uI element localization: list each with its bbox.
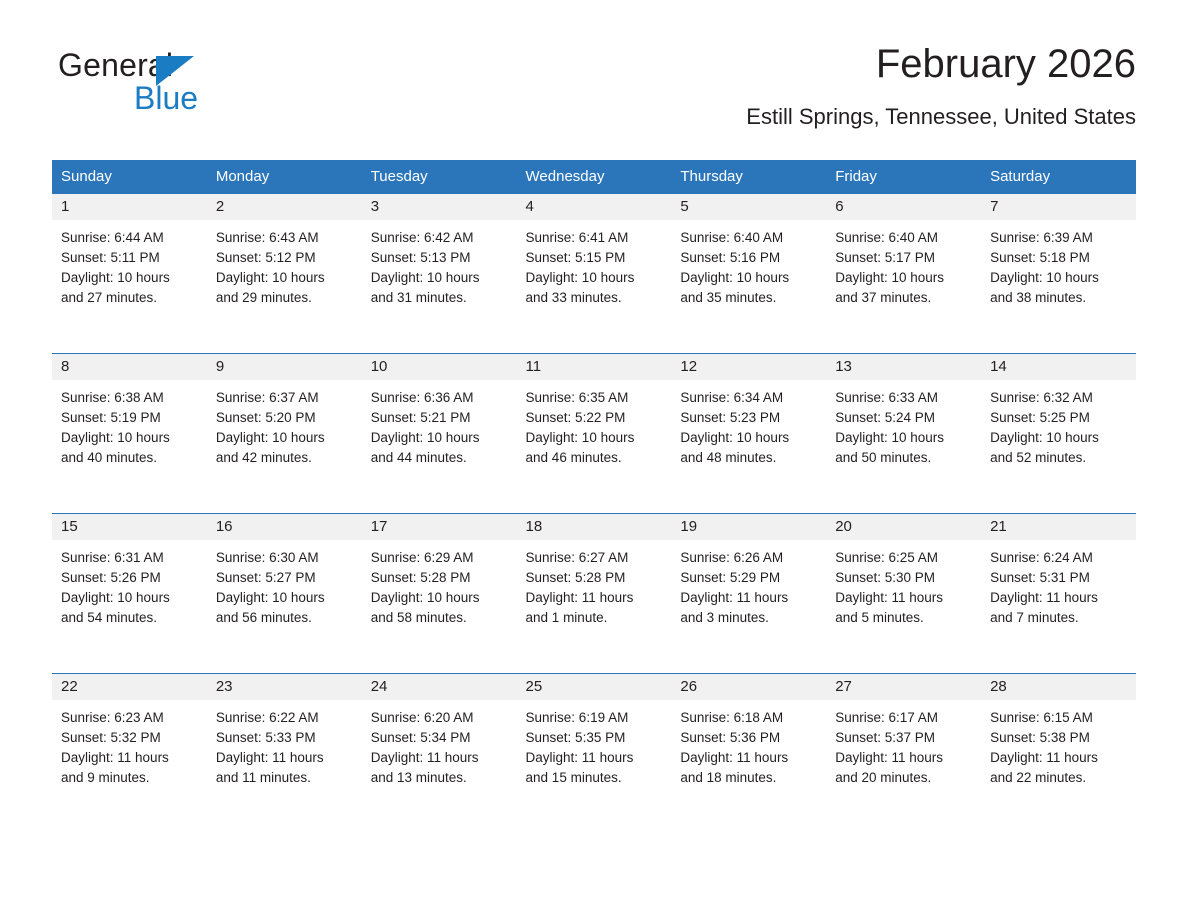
weekday-header-wednesday: Wednesday: [517, 160, 672, 193]
daylight-text-line1: Daylight: 10 hours: [990, 270, 1099, 285]
day-cell[interactable]: [826, 193, 981, 353]
day-number: 4: [517, 194, 672, 220]
sunset-text: Sunset: 5:24 PM: [835, 410, 936, 425]
daylight-text-line1: Daylight: 11 hours: [835, 750, 944, 765]
sunset-text: Sunset: 5:17 PM: [835, 250, 936, 265]
day-details: [981, 380, 1136, 468]
sunrise-text: Sunrise: 6:15 AM: [990, 710, 1093, 725]
day-number: 14: [981, 354, 1136, 380]
day-details: [826, 220, 981, 308]
day-cell[interactable]: [52, 193, 207, 353]
day-details: [362, 220, 517, 308]
day-cell[interactable]: [981, 193, 1136, 353]
day-number: 3: [362, 194, 517, 220]
week-row: [52, 353, 1136, 513]
day-number: 16: [207, 514, 362, 540]
day-number: 17: [362, 514, 517, 540]
day-details: [517, 220, 672, 308]
day-number: 2: [207, 194, 362, 220]
day-details: [671, 540, 826, 628]
sunset-text: Sunset: 5:19 PM: [61, 410, 161, 425]
day-cell[interactable]: [981, 513, 1136, 673]
day-number: 18: [517, 514, 672, 540]
sunset-text: Sunset: 5:13 PM: [370, 250, 471, 265]
daylight-text-line1: Daylight: 11 hours: [61, 750, 169, 765]
day-number: 19: [671, 514, 826, 540]
day-number: 23: [207, 674, 362, 700]
daylight-text-line1: Daylight: 10 hours: [370, 430, 480, 445]
day-cell[interactable]: [362, 353, 517, 513]
daylight-text-line1: Daylight: 11 hours: [680, 750, 789, 765]
daylight-text-line2: and 56 minutes.: [215, 610, 312, 625]
day-details: [981, 540, 1136, 628]
day-cell[interactable]: [981, 353, 1136, 513]
day-details: [517, 540, 672, 628]
sunrise-text: Sunrise: 6:26 AM: [680, 550, 784, 565]
daylight-text-line2: and 52 minutes.: [990, 450, 1087, 465]
sunset-text: Sunset: 5:20 PM: [215, 410, 316, 425]
logo-text-general: General: [58, 47, 174, 83]
daylight-text-line2: and 46 minutes.: [525, 450, 622, 465]
sunrise-text: Sunrise: 6:36 AM: [370, 390, 474, 405]
weekday-header-sunday: Sunday: [52, 160, 207, 193]
sunset-text: Sunset: 5:16 PM: [680, 250, 781, 265]
sunset-text: Sunset: 5:11 PM: [61, 250, 160, 265]
day-cell[interactable]: [517, 673, 672, 833]
sunset-text: Sunset: 5:27 PM: [215, 570, 316, 585]
daylight-text-line1: Daylight: 10 hours: [525, 270, 635, 285]
day-cell[interactable]: [207, 513, 362, 673]
sunrise-text: Sunrise: 6:17 AM: [835, 710, 939, 725]
daylight-text-line1: Daylight: 10 hours: [61, 590, 170, 605]
sunset-text: Sunset: 5:31 PM: [990, 570, 1090, 585]
day-details: [52, 700, 207, 788]
day-cell[interactable]: [52, 673, 207, 833]
sunset-text: Sunset: 5:12 PM: [215, 250, 316, 265]
day-cell[interactable]: [826, 353, 981, 513]
daylight-text-line2: and 7 minutes.: [990, 610, 1079, 625]
daylight-text-line1: Daylight: 10 hours: [835, 430, 945, 445]
day-number: 8: [52, 354, 207, 380]
sunrise-text: Sunrise: 6:39 AM: [990, 230, 1093, 245]
sunrise-text: Sunrise: 6:33 AM: [835, 390, 939, 405]
daylight-text-line1: Daylight: 10 hours: [525, 430, 635, 445]
day-details: [517, 700, 672, 788]
sunrise-text: Sunrise: 6:38 AM: [61, 390, 164, 405]
sunrise-text: Sunrise: 6:34 AM: [680, 390, 784, 405]
sunrise-text: Sunrise: 6:31 AM: [61, 550, 164, 565]
daylight-text-line1: Daylight: 10 hours: [61, 430, 170, 445]
sunrise-text: Sunrise: 6:24 AM: [990, 550, 1093, 565]
sunset-text: Sunset: 5:30 PM: [835, 570, 936, 585]
day-details: [826, 700, 981, 788]
day-details: [207, 540, 362, 628]
sunset-text: Sunset: 5:37 PM: [835, 730, 936, 745]
day-cell[interactable]: [207, 353, 362, 513]
day-details: [981, 700, 1136, 788]
day-details: [362, 700, 517, 788]
sunrise-text: Sunrise: 6:42 AM: [370, 230, 474, 245]
day-details: [671, 380, 826, 468]
sunset-text: Sunset: 5:35 PM: [525, 730, 626, 745]
day-details: [207, 700, 362, 788]
sunset-text: Sunset: 5:23 PM: [680, 410, 781, 425]
daylight-text-line1: Daylight: 11 hours: [680, 590, 789, 605]
sunrise-text: Sunrise: 6:27 AM: [525, 550, 629, 565]
daylight-text-line2: and 48 minutes.: [680, 450, 777, 465]
daylight-text-line1: Daylight: 11 hours: [835, 590, 944, 605]
weekday-header-friday: Friday: [826, 160, 981, 193]
day-number: 22: [52, 674, 207, 700]
daylight-text-line2: and 27 minutes.: [61, 290, 158, 305]
sunrise-text: Sunrise: 6:35 AM: [525, 390, 629, 405]
day-cell[interactable]: [362, 193, 517, 353]
day-number: 1: [52, 194, 207, 220]
daylight-text-line2: and 3 minutes.: [680, 610, 769, 625]
day-details: [671, 700, 826, 788]
sunrise-text: Sunrise: 6:41 AM: [525, 230, 629, 245]
day-cell[interactable]: [52, 513, 207, 673]
daylight-text-line2: and 35 minutes.: [680, 290, 777, 305]
day-details: [981, 220, 1136, 308]
daylight-text-line2: and 20 minutes.: [835, 770, 932, 785]
daylight-text-line2: and 40 minutes.: [61, 450, 158, 465]
day-details: [52, 540, 207, 628]
daylight-text-line2: and 33 minutes.: [525, 290, 622, 305]
daylight-text-line1: Daylight: 11 hours: [525, 750, 634, 765]
sunset-text: Sunset: 5:26 PM: [61, 570, 161, 585]
daylight-text-line1: Daylight: 11 hours: [215, 750, 324, 765]
day-cell[interactable]: [826, 513, 981, 673]
weekday-header-saturday: Saturday: [981, 160, 1136, 193]
daylight-text-line2: and 18 minutes.: [680, 770, 777, 785]
sunset-text: Sunset: 5:28 PM: [370, 570, 471, 585]
daylight-text-line1: Daylight: 10 hours: [835, 270, 945, 285]
day-cell[interactable]: [517, 193, 672, 353]
daylight-text-line1: Daylight: 10 hours: [990, 430, 1099, 445]
day-number: 11: [517, 354, 672, 380]
page-title: February 2026: [875, 42, 1136, 86]
daylight-text-line2: and 42 minutes.: [215, 450, 312, 465]
weekday-header-thursday: Thursday: [671, 160, 826, 193]
daylight-text-line2: and 15 minutes.: [525, 770, 622, 785]
week-row: [52, 193, 1136, 353]
day-cell[interactable]: [52, 353, 207, 513]
day-cell[interactable]: [671, 513, 826, 673]
sunset-text: Sunset: 5:25 PM: [990, 410, 1090, 425]
daylight-text-line2: and 29 minutes.: [215, 290, 312, 305]
day-number: 9: [207, 354, 362, 380]
day-number: 24: [362, 674, 517, 700]
logo-text-blue: Blue: [134, 80, 199, 116]
day-number: 12: [671, 354, 826, 380]
sunset-text: Sunset: 5:32 PM: [61, 730, 161, 745]
sunset-text: Sunset: 5:36 PM: [680, 730, 781, 745]
sunrise-text: Sunrise: 6:44 AM: [61, 230, 164, 245]
day-number: 26: [671, 674, 826, 700]
daylight-text-line2: and 37 minutes.: [835, 290, 932, 305]
day-cell[interactable]: [362, 673, 517, 833]
daylight-text-line1: Daylight: 10 hours: [215, 270, 325, 285]
location-subtitle: Estill Springs, Tennessee, United States: [746, 104, 1136, 129]
daylight-text-line2: and 9 minutes.: [61, 770, 150, 785]
sunrise-text: Sunrise: 6:25 AM: [835, 550, 939, 565]
sunset-text: Sunset: 5:15 PM: [525, 250, 626, 265]
daylight-text-line1: Daylight: 10 hours: [680, 430, 790, 445]
day-number: 7: [981, 194, 1136, 220]
daylight-text-line2: and 22 minutes.: [990, 770, 1087, 785]
daylight-text-line2: and 31 minutes.: [370, 290, 467, 305]
sunrise-text: Sunrise: 6:20 AM: [370, 710, 474, 725]
sunrise-text: Sunrise: 6:22 AM: [215, 710, 319, 725]
day-details: [52, 220, 207, 308]
daylight-text-line2: and 50 minutes.: [835, 450, 932, 465]
daylight-text-line1: Daylight: 10 hours: [215, 430, 325, 445]
daylight-text-line1: Daylight: 11 hours: [990, 750, 1098, 765]
day-number: 21: [981, 514, 1136, 540]
sunrise-text: Sunrise: 6:29 AM: [370, 550, 474, 565]
day-details: [362, 540, 517, 628]
day-cell[interactable]: [671, 353, 826, 513]
daylight-text-line1: Daylight: 10 hours: [215, 590, 325, 605]
daylight-text-line1: Daylight: 11 hours: [525, 590, 634, 605]
daylight-text-line1: Daylight: 10 hours: [61, 270, 170, 285]
daylight-text-line2: and 5 minutes.: [835, 610, 924, 625]
sunrise-text: Sunrise: 6:40 AM: [680, 230, 784, 245]
sunset-text: Sunset: 5:28 PM: [525, 570, 626, 585]
daylight-text-line2: and 44 minutes.: [370, 450, 467, 465]
day-cell[interactable]: [517, 513, 672, 673]
daylight-text-line1: Daylight: 11 hours: [990, 590, 1098, 605]
day-number: 28: [981, 674, 1136, 700]
day-number: 5: [671, 194, 826, 220]
day-number: 6: [826, 194, 981, 220]
daylight-text-line1: Daylight: 10 hours: [680, 270, 790, 285]
day-details: [826, 380, 981, 468]
day-details: [207, 220, 362, 308]
daylight-text-line2: and 1 minute.: [525, 610, 608, 625]
sunset-text: Sunset: 5:21 PM: [370, 410, 471, 425]
day-cell[interactable]: [671, 673, 826, 833]
daylight-text-line2: and 13 minutes.: [370, 770, 467, 785]
daylight-text-line2: and 54 minutes.: [61, 610, 158, 625]
daylight-text-line2: and 11 minutes.: [215, 770, 311, 785]
day-number: 13: [826, 354, 981, 380]
day-details: [826, 540, 981, 628]
day-number: 25: [517, 674, 672, 700]
day-details: [52, 380, 207, 468]
sunset-text: Sunset: 5:29 PM: [680, 570, 781, 585]
page-header: [52, 0, 1136, 129]
week-row: [52, 673, 1136, 833]
day-details: [362, 380, 517, 468]
day-number: 15: [52, 514, 207, 540]
day-cell[interactable]: [981, 673, 1136, 833]
daylight-text-line1: Daylight: 11 hours: [370, 750, 479, 765]
sunrise-text: Sunrise: 6:40 AM: [835, 230, 939, 245]
day-number: 10: [362, 354, 517, 380]
day-cell[interactable]: [362, 513, 517, 673]
week-row: [52, 513, 1136, 673]
sunrise-text: Sunrise: 6:30 AM: [215, 550, 319, 565]
sunrise-text: Sunrise: 6:18 AM: [680, 710, 784, 725]
day-details: [517, 380, 672, 468]
day-cell[interactable]: [671, 193, 826, 353]
sunset-text: Sunset: 5:18 PM: [990, 250, 1090, 265]
weekday-header-monday: Monday: [207, 160, 362, 193]
day-number: 20: [826, 514, 981, 540]
day-details: [207, 380, 362, 468]
sunrise-text: Sunrise: 6:32 AM: [990, 390, 1093, 405]
sunset-text: Sunset: 5:38 PM: [990, 730, 1090, 745]
sunset-text: Sunset: 5:34 PM: [370, 730, 471, 745]
day-cell[interactable]: [207, 193, 362, 353]
daylight-text-line1: Daylight: 10 hours: [370, 270, 480, 285]
sunset-text: Sunset: 5:33 PM: [215, 730, 316, 745]
sunrise-text: Sunrise: 6:43 AM: [215, 230, 319, 245]
day-number: 27: [826, 674, 981, 700]
daylight-text-line2: and 38 minutes.: [990, 290, 1087, 305]
daylight-text-line2: and 58 minutes.: [370, 610, 467, 625]
day-cell[interactable]: [517, 353, 672, 513]
daylight-text-line1: Daylight: 10 hours: [370, 590, 480, 605]
weekday-header-row: [52, 160, 1136, 193]
general-blue-logo: [58, 48, 358, 118]
sunrise-text: Sunrise: 6:37 AM: [215, 390, 319, 405]
sunrise-text: Sunrise: 6:23 AM: [61, 710, 164, 725]
sunset-text: Sunset: 5:22 PM: [525, 410, 626, 425]
weekday-header-tuesday: Tuesday: [362, 160, 517, 193]
day-cell[interactable]: [826, 673, 981, 833]
day-cell[interactable]: [207, 673, 362, 833]
day-details: [671, 220, 826, 308]
sunrise-text: Sunrise: 6:19 AM: [525, 710, 629, 725]
sunrise-sunset-calendar: [52, 160, 1136, 833]
